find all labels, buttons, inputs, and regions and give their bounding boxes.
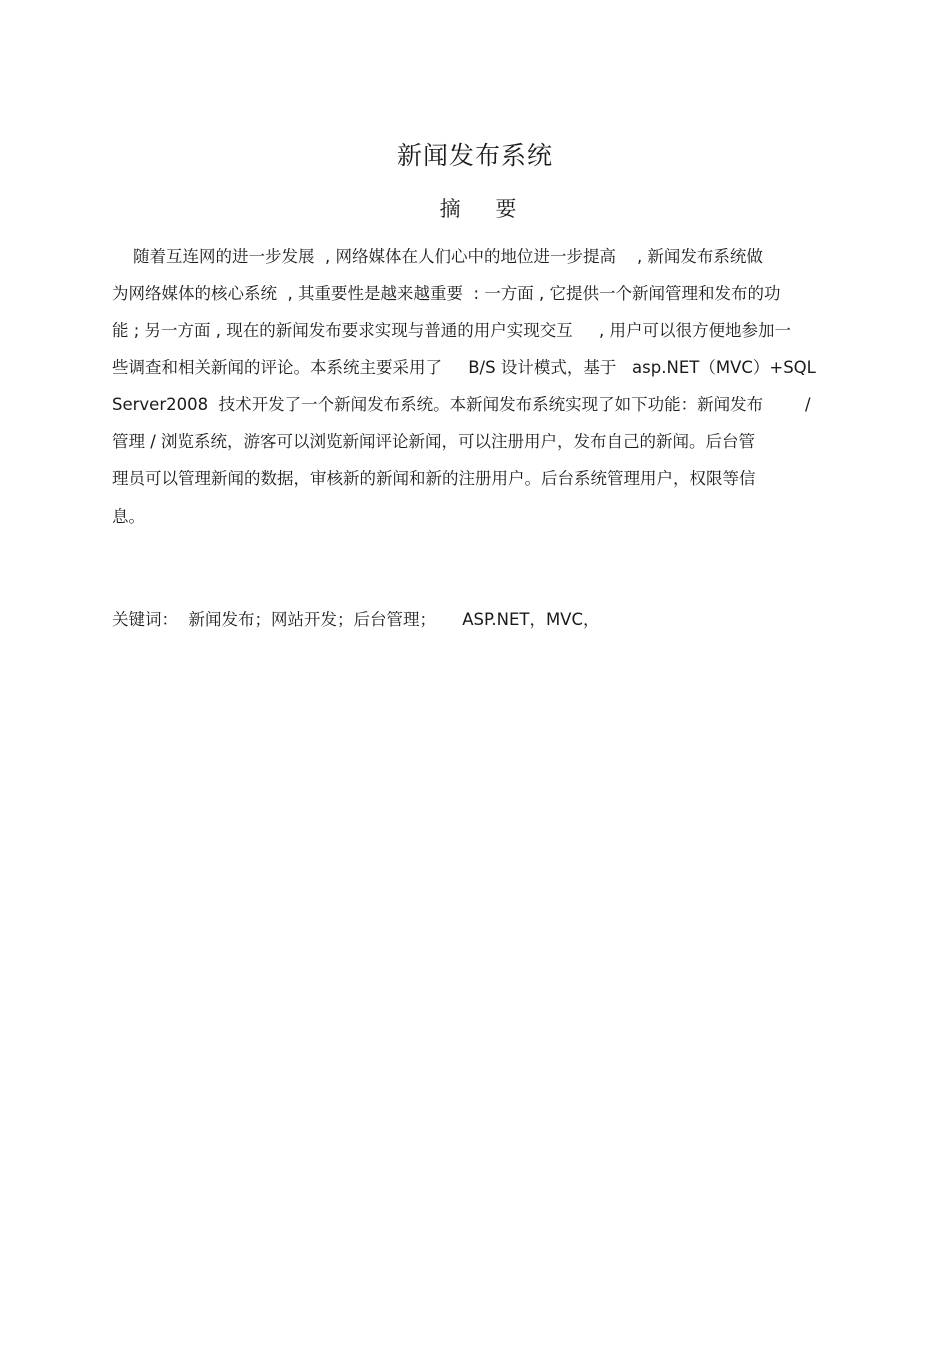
- abstract-line: Server2008 技术开发了一个新闻发布系统。本新闻发布系统实现了如下功能：新闻发布 /: [112, 395, 811, 414]
- abstract-line: 随着互连网的进一步发展 , 网络媒体在人们心中的地位进一步提高 , 新闻发布系统做: [112, 247, 763, 266]
- abstract-heading: 摘 要: [439, 197, 531, 221]
- abstract-line: 些调查和相关新闻的评论。本系统主要采用了 B/S 设计模式，基于 asp.NET（MVC）+SQL: [112, 358, 816, 377]
- document-title: 新闻发布系统: [396, 141, 553, 170]
- abstract-line: 为网络媒体的核心系统 , 其重要性是越来越重要 : 一方面 , 它提供一个新闻管理和发布的功: [112, 284, 781, 303]
- keywords-line: 关键词： 新闻发布；网站开发；后台管理； ASP.NET，MVC，: [112, 610, 600, 629]
- abstract-line: 管理 / 浏览系统，游客可以浏览新闻评论新闻，可以注册用户，发布自己的新闻。后台管: [112, 432, 756, 451]
- abstract-line: 能 ; 另一方面 , 现在的新闻发布要求实现与普通的用户实现交互 , 用户可以很方便地参加一: [112, 321, 791, 340]
- abstract-line: 息。: [112, 507, 145, 526]
- abstract-line: 理员可以管理新闻的数据，审核新的新闻和新的注册用户。后台系统管理用户，权限等信: [112, 469, 756, 488]
